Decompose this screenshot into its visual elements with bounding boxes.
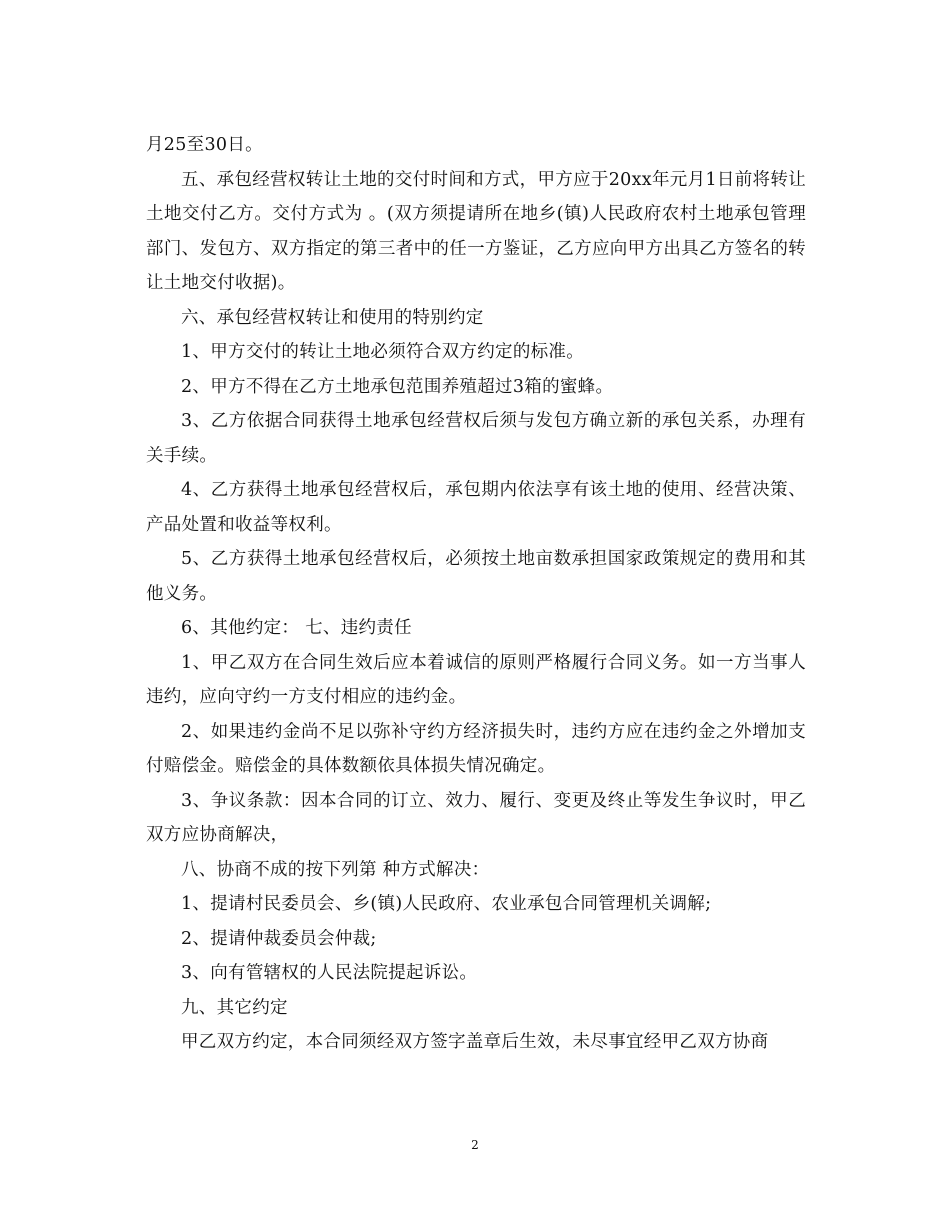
document-body xyxy=(146,128,806,1060)
paragraph-11: 2、如果违约金尚不足以弥补守约方经济损失时，违约方应在违约金之外增加支付赔偿金。赔偿金的具体数额依具体损失情况确定。 xyxy=(146,721,806,776)
paragraph-12: 3、争议条款：因本合同的订立、效力、履行、变更及终止等发生争议时，甲乙双方应协商解决， xyxy=(146,790,806,845)
paragraph-15: 2、提请仲裁委员会仲裁; xyxy=(181,928,377,949)
paragraph-8: 5、乙方获得土地承包经营权后，必须按土地亩数承担国家政策规定的费用和其他义务。 xyxy=(146,549,806,604)
paragraph-1: 月25至30日。 xyxy=(146,135,263,155)
paragraph-7: 4、乙方获得土地承包经营权后，承包期内依法享有该土地的使用、经营决策、产品处置和收益等权利。 xyxy=(146,480,806,535)
paragraph-9: 6、其他约定： 七、违约责任 xyxy=(181,618,412,638)
paragraph-3: 六、承包经营权转让和使用的特别约定 xyxy=(181,307,484,328)
paragraph-10: 1、甲乙双方在合同生效后应本着诚信的原则严格履行合同义务。如一方当事人违约，应向守约一方支付相应的违约金。 xyxy=(146,652,806,707)
paragraph-2: 五、承包经营权转让土地的交付时间和方式，甲方应于20xx年元月1日前将转让土地交付乙方。交付方式为 。(双方须提请所在地乡(镇)人民政府农村土地承包管理部门、发包方、双方指定的第三者中的任一方鉴证，乙方应向甲方出具乙方签名的转让土地交付收据)。 xyxy=(146,169,806,293)
paragraph-13: 八、协商不成的按下列第 种方式解决： xyxy=(181,859,490,880)
paragraph-14: 1、提请村民委员会、乡(镇)人民政府、农业承包合同管理机关调解; xyxy=(181,894,712,914)
paragraph-18: 甲乙双方约定，本合同须经双方签字盖章后生效，未尽事宜经甲乙双方协商 xyxy=(181,1032,769,1052)
paragraph-17: 九、其它约定 xyxy=(181,997,288,1018)
paragraph-6: 3、乙方依据合同获得土地承包经营权后须与发包方确立新的承包关系，办理有关手续。 xyxy=(146,411,806,466)
page-number: 2 xyxy=(471,1138,479,1152)
paragraph-16: 3、向有管辖权的人民法院提起诉讼。 xyxy=(181,963,478,983)
paragraph-5: 2、甲方不得在乙方土地承包范围养殖超过3箱的蜜蜂。 xyxy=(181,376,614,397)
paragraph-4: 1、甲方交付的转让土地必须符合双方约定的标准。 xyxy=(181,342,585,362)
